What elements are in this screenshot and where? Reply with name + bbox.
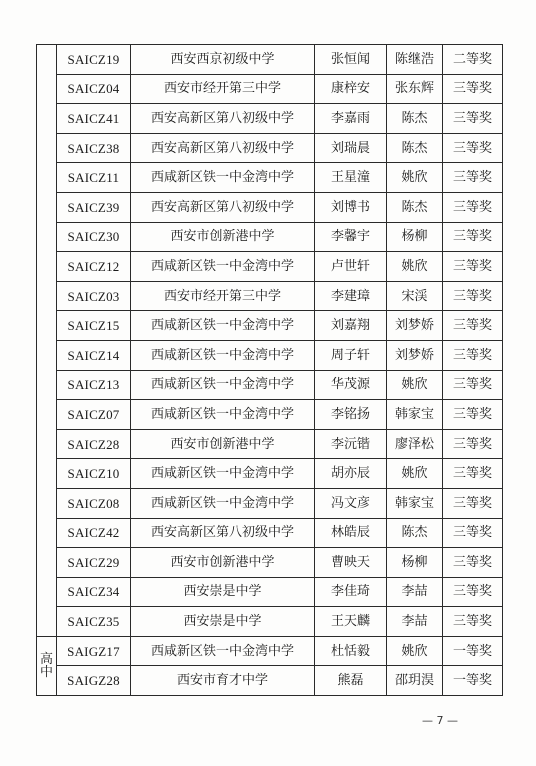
section-label-char: 中	[39, 664, 53, 680]
page-number	[0, 714, 536, 727]
award-level: 三等奖	[443, 429, 503, 459]
table-row	[37, 104, 503, 134]
school-name: 西咸新区铁一中金湾中学	[131, 400, 315, 430]
table-row	[37, 281, 503, 311]
entry-code: SAICZ15	[57, 311, 131, 341]
award-level: 三等奖	[443, 607, 503, 637]
award-level: 三等奖	[443, 518, 503, 548]
school-name: 西安崇是中学	[131, 577, 315, 607]
school-name: 西咸新区铁一中金湾中学	[131, 311, 315, 341]
entry-code: SAICZ13	[57, 370, 131, 400]
table-row	[37, 400, 503, 430]
school-name: 西咸新区铁一中金湾中学	[131, 636, 315, 666]
teacher-name: 宋渓	[387, 281, 443, 311]
teacher-name: 廖泽松	[387, 429, 443, 459]
school-name: 西安市创新港中学	[131, 548, 315, 578]
entry-code: SAICZ38	[57, 133, 131, 163]
school-name: 西安高新区第八初级中学	[131, 518, 315, 548]
award-level: 三等奖	[443, 311, 503, 341]
award-level: 三等奖	[443, 192, 503, 222]
award-level: 三等奖	[443, 133, 503, 163]
table-row	[37, 548, 503, 578]
school-name: 西咸新区铁一中金湾中学	[131, 488, 315, 518]
school-name: 西咸新区铁一中金湾中学	[131, 163, 315, 193]
table-row	[37, 311, 503, 341]
student-name: 张恒闻	[315, 45, 387, 75]
teacher-name: 杨柳	[387, 548, 443, 578]
student-name: 李佳琦	[315, 577, 387, 607]
student-name: 刘瑞晨	[315, 133, 387, 163]
table-row	[37, 74, 503, 104]
student-name: 卢世轩	[315, 252, 387, 282]
school-name: 西安市创新港中学	[131, 429, 315, 459]
entry-code: SAICZ19	[57, 45, 131, 75]
teacher-name: 邵玥淏	[387, 666, 443, 696]
entry-code: SAICZ35	[57, 607, 131, 637]
student-name: 李嘉雨	[315, 104, 387, 134]
table-row	[37, 45, 503, 75]
award-level: 三等奖	[443, 163, 503, 193]
student-name: 曹映天	[315, 548, 387, 578]
teacher-name: 杨柳	[387, 222, 443, 252]
teacher-name: 陈继浩	[387, 45, 443, 75]
teacher-name: 韩家宝	[387, 400, 443, 430]
teacher-name: 韩家宝	[387, 488, 443, 518]
student-name: 李建璋	[315, 281, 387, 311]
school-name: 西安市育才中学	[131, 666, 315, 696]
student-name: 王星潼	[315, 163, 387, 193]
school-name: 西安市经开第三中学	[131, 74, 315, 104]
teacher-name: 陈杰	[387, 518, 443, 548]
student-name: 胡亦辰	[315, 459, 387, 489]
teacher-name: 姚欣	[387, 252, 443, 282]
entry-code: SAICZ30	[57, 222, 131, 252]
student-name: 王天麟	[315, 607, 387, 637]
student-name: 杜恬毅	[315, 636, 387, 666]
student-name: 熊磊	[315, 666, 387, 696]
entry-code: SAICZ12	[57, 252, 131, 282]
award-level: 三等奖	[443, 74, 503, 104]
award-level: 三等奖	[443, 252, 503, 282]
page-number-text: — 7 —	[422, 714, 458, 727]
student-name: 李馨宇	[315, 222, 387, 252]
teacher-name: 姚欣	[387, 163, 443, 193]
awards-table	[36, 44, 503, 696]
teacher-name: 刘梦娇	[387, 340, 443, 370]
award-level: 一等奖	[443, 666, 503, 696]
student-name: 林皓辰	[315, 518, 387, 548]
entry-code: SAICZ42	[57, 518, 131, 548]
entry-code: SAIGZ28	[57, 666, 131, 696]
teacher-name: 姚欣	[387, 370, 443, 400]
school-name: 西安市经开第三中学	[131, 281, 315, 311]
school-name: 西咸新区铁一中金湾中学	[131, 459, 315, 489]
table-row	[37, 340, 503, 370]
table-row	[37, 636, 503, 666]
teacher-name: 陈杰	[387, 133, 443, 163]
table-row	[37, 163, 503, 193]
table-row	[37, 429, 503, 459]
entry-code: SAICZ10	[57, 459, 131, 489]
table-row	[37, 459, 503, 489]
entry-code: SAICZ29	[57, 548, 131, 578]
table-row	[37, 518, 503, 548]
award-level: 三等奖	[443, 400, 503, 430]
student-name: 冯文彦	[315, 488, 387, 518]
school-name: 西安西京初级中学	[131, 45, 315, 75]
school-name: 西咸新区铁一中金湾中学	[131, 252, 315, 282]
student-name: 康梓安	[315, 74, 387, 104]
award-level: 三等奖	[443, 488, 503, 518]
entry-code: SAICZ39	[57, 192, 131, 222]
award-level: 三等奖	[443, 222, 503, 252]
teacher-name: 刘梦娇	[387, 311, 443, 341]
section-cell-high-school	[37, 636, 57, 695]
entry-code: SAICZ11	[57, 163, 131, 193]
student-name: 李沅锴	[315, 429, 387, 459]
table-row	[37, 370, 503, 400]
award-level: 一等奖	[443, 636, 503, 666]
teacher-name: 张东辉	[387, 74, 443, 104]
table-row	[37, 666, 503, 696]
entry-code: SAICZ08	[57, 488, 131, 518]
school-name: 西安高新区第八初级中学	[131, 192, 315, 222]
section-label-char: 高	[39, 651, 53, 667]
school-name: 西咸新区铁一中金湾中学	[131, 370, 315, 400]
student-name: 刘嘉翔	[315, 311, 387, 341]
table-row	[37, 133, 503, 163]
student-name: 刘博书	[315, 192, 387, 222]
award-level: 三等奖	[443, 459, 503, 489]
awards-table-body	[37, 45, 503, 696]
entry-code: SAIGZ17	[57, 636, 131, 666]
school-name: 西安高新区第八初级中学	[131, 133, 315, 163]
school-name: 西安高新区第八初级中学	[131, 104, 315, 134]
award-level: 三等奖	[443, 281, 503, 311]
entry-code: SAICZ14	[57, 340, 131, 370]
table-row	[37, 488, 503, 518]
award-level: 三等奖	[443, 340, 503, 370]
award-level: 三等奖	[443, 548, 503, 578]
school-name: 西安市创新港中学	[131, 222, 315, 252]
school-name: 西咸新区铁一中金湾中学	[131, 340, 315, 370]
entry-code: SAICZ28	[57, 429, 131, 459]
student-name: 李铭扬	[315, 400, 387, 430]
teacher-name: 姚欣	[387, 636, 443, 666]
table-row	[37, 192, 503, 222]
teacher-name: 姚欣	[387, 459, 443, 489]
teacher-name: 陈杰	[387, 104, 443, 134]
entry-code: SAICZ03	[57, 281, 131, 311]
entry-code: SAICZ07	[57, 400, 131, 430]
student-name: 周子轩	[315, 340, 387, 370]
table-row	[37, 252, 503, 282]
award-level: 二等奖	[443, 45, 503, 75]
entry-code: SAICZ04	[57, 74, 131, 104]
teacher-name: 李喆	[387, 577, 443, 607]
award-level: 三等奖	[443, 104, 503, 134]
school-name: 西安崇是中学	[131, 607, 315, 637]
table-row	[37, 577, 503, 607]
entry-code: SAICZ41	[57, 104, 131, 134]
table-row	[37, 222, 503, 252]
section-cell-continued	[37, 45, 57, 637]
teacher-name: 陈杰	[387, 192, 443, 222]
table-row	[37, 607, 503, 637]
award-level: 三等奖	[443, 577, 503, 607]
student-name: 华茂源	[315, 370, 387, 400]
teacher-name: 李喆	[387, 607, 443, 637]
entry-code: SAICZ34	[57, 577, 131, 607]
award-level: 三等奖	[443, 370, 503, 400]
